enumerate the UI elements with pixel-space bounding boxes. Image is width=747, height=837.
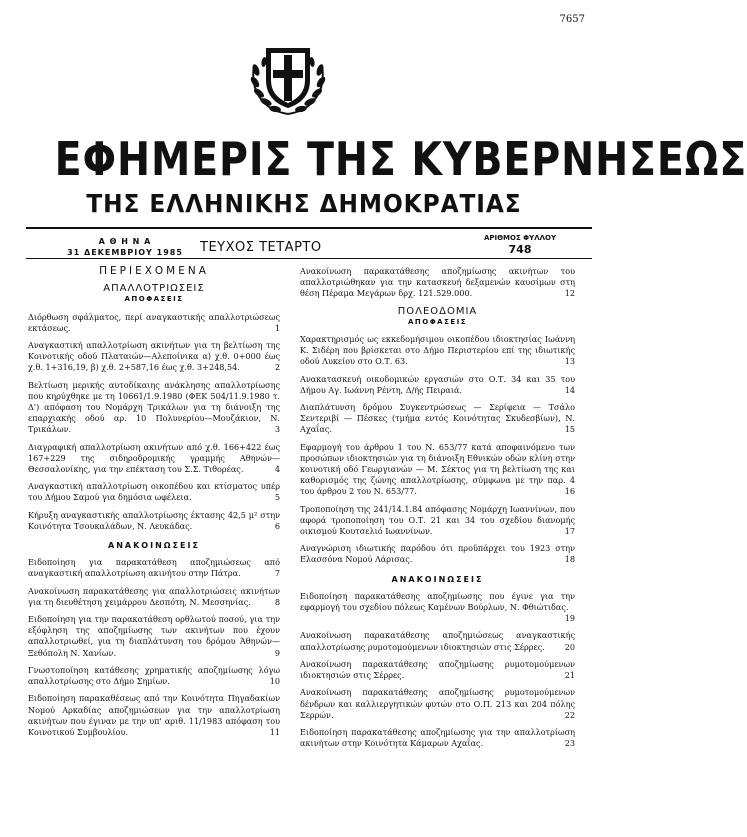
entry-page-number: 1 [274,322,280,333]
entry-page-number: 22 [564,709,575,720]
contents-entry: Κήρυξη αναγκαστικής απαλλοτρίωσης έκτασης 42,5 μ² στην Κοινότητα Τσουκαλάδων, Ν. Λευκάδας. 6 [28,509,280,531]
issue-number-block [470,233,570,255]
contents-entry: Βελτίωση μερικής αυτοδίκαιης ανάκλησης απαλλοτρίωσης που κηρύχθηκε με τη 10661/1.9.1980 (ΦΕΚ 504/11.9.1980 τ. Δ') απόφαση του Νομάρχη Τρικάλων για τη διάνοιξη της επαρχιακής οδού αρ. 10 Πολυνερίου—Μουζάκιον, Ν. Τρικάλων. 3 [28,379,280,435]
gazette-subtitle: ΤΗΣ ΕΛΛΗΝΙΚΗΣ ΔΗΜΟΚΡΑΤΙΑΣ [86,189,522,218]
section-heading-expropriations: ΑΠΑΛΛΟΤΡΙΩΣΕΙΣ [103,283,205,295]
issue-date: 31 ΔΕΚΕΜΒΡΙΟΥ 1985 [67,248,183,257]
issue-city: Α Θ Η Ν Α [98,237,152,246]
contents-entry: Ειδοποίηση για παρακατάθεση αποζημιώσεως από αναγκαστική απαλλοτρίωση ακινήτου στην Πάτρα. 7 [28,557,280,579]
contents-entry: Αναγνώριση ιδιωτικής παρόδου ότι προϋπάρχει του 1923 στην Ελασσόνα Νομού Λάρισας. 18 [300,543,575,565]
contents-entry: Ειδοποίηση παρακατάθεσης αποζημίωσης που έγινε για την εφαρμογή του σχεδίου πόλεως Καμένων Βούρλων, Ν. Φθιώτιδας. 19 [300,590,575,624]
header-rule-bottom [26,258,592,259]
entry-page-number: 11 [269,726,280,737]
section-heading-announcements: ΑΝΑΚΟΙΝΩΣΕΙΣ [108,541,200,551]
subsection-heading-decisions: ΑΠΟΦΑΣΕΙΣ [124,295,184,304]
contents-entry: Διόρθωση σφάλματος, περί αναγκαστικής απαλλοτριώσεως εκτάσεως. 1 [28,311,280,333]
entry-page-number: 19 [564,613,575,624]
issue-number-label: ΑΡΙΘΜΟΣ ΦΥΛΛΟΥ [483,234,557,242]
contents-entry: Ειδοποίηση παρακατάθεσης αποζημίωσης για την απαλλοτρίωση ακινήτων στην Κοινότητα Κάμαρων Αχαΐας. 23 [300,726,575,749]
page-number: 7657 [559,14,585,25]
contents-entry: Αναγκαστική απαλλοτρίωση οικοπέδου και κτίσματος υπέρ του Δήμου Σαμού για δημόσια ωφέλεια. 5 [28,481,280,503]
entry-page-number: 9 [274,647,280,658]
entry-page-number: 17 [564,526,575,537]
entry-page-number: 3 [274,424,280,435]
entry-page-number: 12 [564,288,575,299]
entry-page-number: 20 [564,641,575,652]
contents-entry: Ανακατασκευή οικοδομικών εργασιών στο Ο.Τ. 34 και 35 του Δήμου Αγ. Ιωάννη Ρέντη, Δ/ής Πειραιά. 14 [300,373,575,395]
entry-page-number: 16 [564,486,575,497]
issue-type: ΤΕΥΧΟΣ ΤΕΤΑΡΤΟ [200,240,322,255]
contents-entry: Αναγκαστική απαλλοτρίωση ακινήτων για τη βελτίωση της Κοινοτικής οδού Πλαταιών—Αλεποίνικα α) χ.θ. 0+000 έως χ.θ. 1+316,19, β) χ.θ. 2+587,16 έως χ.θ. 3+248,54. 2 [28,340,280,373]
issue-place-date [50,236,200,258]
entry-page-number: 5 [274,492,280,503]
entry-page-number: 6 [274,520,280,531]
entry-page-number: 15 [564,424,575,435]
section-heading-urban-planning: ΠΟΛΕΟΔΟΜΙΑ [397,305,478,317]
entry-page-number: 7 [274,568,280,579]
entry-page-number: 10 [269,676,280,687]
gazette-title: ΕΦΗΜΕΡΙΣ ΤΗΣ ΚΥΒΕΡΝΗΣΕΩΣ [54,132,747,186]
contents-entry: Χαρακτηρισμός ως εκκεδομήσιμου οικοπέδου ιδιοκτησίας Ιωάννη Κ. Σιδέρη που βρίσκεται στο Δήμο Περιστερίου επί της ιδιωτικής οδού Λυκείου στο Ο.Τ. 63. 13 [300,334,575,367]
subsection-heading-decisions: ΑΠΟΦΑΣΕΙΣ [407,317,468,326]
coat-of-arms-icon [244,40,332,118]
contents-entry: Διαπλάτυνση δρόμου Συγκεντρώσεως — Σερίφεια — Τσάλο Σεντεριβί — Πέσκες (τμήμα εντός Κοινότητας Σκυδεσβίων), Ν. Αχαΐας. 15 [300,402,575,435]
entry-page-number: 18 [564,554,575,565]
contents-entry: Γνωστοποίηση κατάθεσης χρηματικής αποζημίωσης λόγω απαλλοτρίωσης στο Δήμο Σημίων. 10 [28,664,280,687]
contents-left-column [28,266,280,744]
contents-entry: Ανακοίνωση παρακατάθεσης αποζημίωσης ακινήτων του απαλλοτριώθηκαν για την κατασκευή δεξαμενών καυσίμων στη θέση Πέραμα Μεγάρων δρχ. 121.529.000. 12 [300,266,575,299]
entry-page-number: 2 [274,362,280,373]
section-heading-announcements: ΑΝΑΚΟΙΝΩΣΕΙΣ [391,574,484,584]
contents-entry: Ανακοίνωση παρακατάθεσης για απαλλοτριώσεις ακινήτων για τη διευθέτηση χειμάρρου Δεσπότη, Ν. Μεσσηνίας. 8 [28,585,280,607]
contents-entry: Εφαρμογή του άρθρου 1 του Ν. 653/77 κατά αποφαινόμενο των προσώπων ιδιοκτησιών για τη διάνοιξη Εθνικών οδών κλίνη στην κοινοτική οδό Γεωργιανών — Μ. Σέκτος για τη βελτίωση της και καθορισμός της ζώνης απαλλοτρίωσης, σύμφωνα με την παρ. 4 του άρθρου 2 του Ν. 653/77. 16 [300,441,575,497]
contents-entry: Ειδοποίηση για την παρακατάθεση ορθλωτού ποσού, για την εξόφληση της αποζημίωσης των ακινήτων που έχουν απαλλοτριωθεί, για τη διαπλάτυνση του δρόμου Άθηνών—Ξεθόπολη Ν. Χανίων. 9 [28,614,280,658]
entry-page-number: 8 [274,596,280,607]
contents-right-column [300,266,575,755]
entry-page-number: 4 [274,464,280,475]
entry-page-number: 21 [564,670,575,681]
header-rule-top [26,227,592,229]
issue-number: 748 [508,243,532,256]
entry-page-number: 13 [564,356,575,367]
contents-entry: Διαγραφική απαλλοτρίωση ακινήτων από χ.θ. 166+422 έως 167+229 της σιδηροδρομικής γραμμής Αθηνών—Θεσσαλονίκης, για την επέκταση του Σ.Σ. Τιθορέας. 4 [28,441,280,475]
contents-entry: Ανακοίνωση παρακατάθεσης αποζημίωσης ρυμοτομούμενων δένδρων και καλλιεργητικών φυτών στο Ο.Π. 213 και 204 πόλης Σερρών. 22 [300,687,575,720]
entry-page-number: 14 [564,384,575,395]
contents-heading: ΠΕΡΙΕΧΟΜΕΝΑ [99,265,209,277]
entry-page-number: 23 [564,738,575,749]
contents-entry: Ειδοποίηση παρακαθέσεως από την Κοινότητα Πηγαδακίων Νομού Αρκαδίας αποζημιώσεων για την απαλλοτρίωση ακινήτων που έγιναν με την υπ' αριθ. 11/1983 απόφαση του Κοινοτικού Συμβουλίου. 11 [28,693,280,737]
contents-entry: Ανακοίνωση παρακατάθεσης αποζημίωσης ρυμοτομούμενων ιδιοκτησιών στις Σέρρες. 21 [300,658,575,681]
contents-entry: Τροποποίηση της 241/14.1.84 απόφασης Νομάρχη Ιωαννίνων, που αφορά τροποποίηση του Ο.Τ. 21 και 34 του σχεδίου διανομής οικισμού Κουτσελιό Ιωαννίνων. 17 [300,503,575,537]
contents-entry: Ανακοίνωση παρακατάθεσης αποζημιώσεως αναγκαστικής απαλλοτρίωσης ρυμοτομούμενων ιδιοκτησιών στις Σέρρες. 20 [300,630,575,652]
